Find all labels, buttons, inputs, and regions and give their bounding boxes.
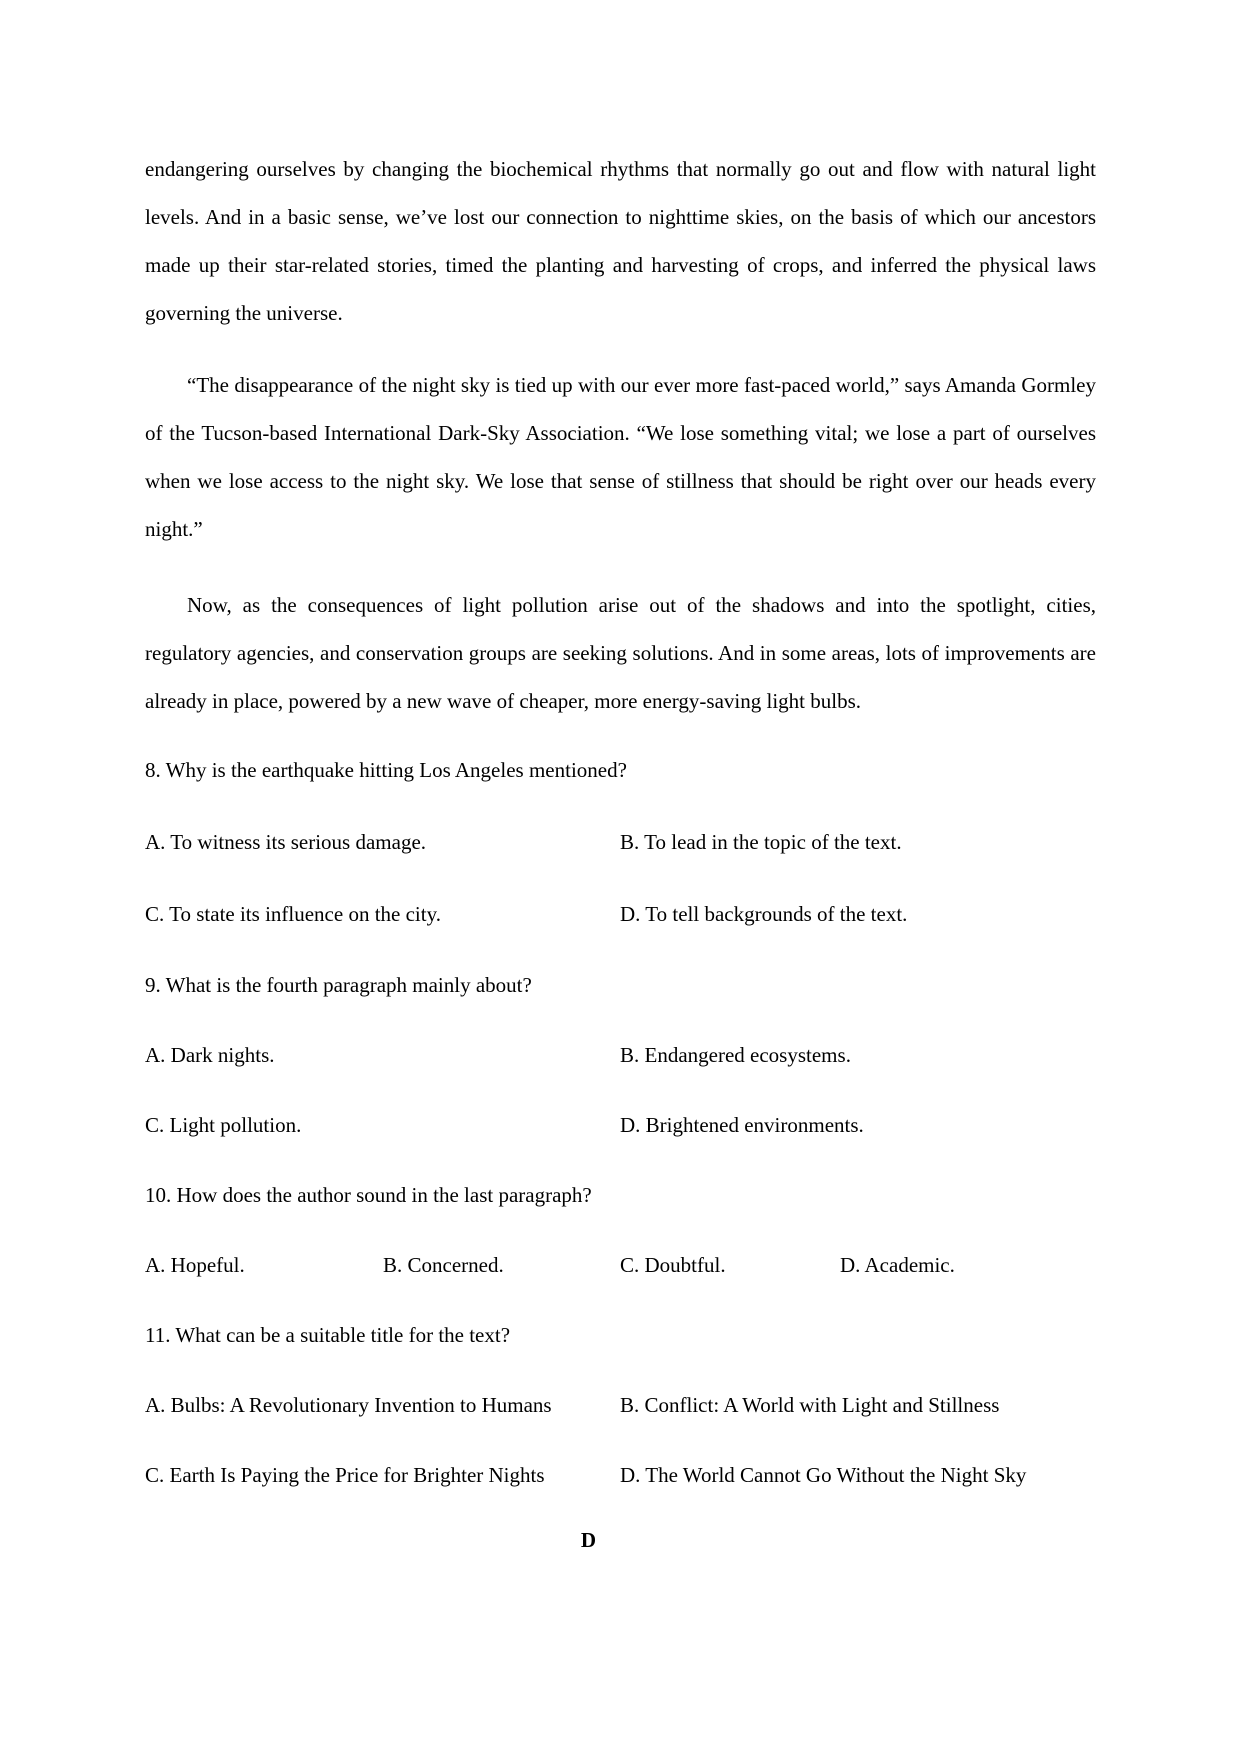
question-8-option-b: B. To lead in the topic of the text.	[620, 830, 902, 854]
section-label-d: D	[580, 1528, 597, 1552]
question-9-option-c: C. Light pollution.	[145, 1113, 302, 1137]
question-10-title: 10. How does the author sound in the last paragraph?	[145, 1183, 592, 1207]
question-9-options-row-1	[145, 1031, 1096, 1079]
question-8-option-a: A. To witness its serious damage.	[145, 830, 427, 854]
question-11-options-row-1	[145, 1381, 1096, 1429]
question-11-option-d: D. The World Cannot Go Without the Night Sky	[620, 1463, 1027, 1487]
question-8-option-d: D. To tell backgrounds of the text.	[620, 902, 908, 926]
question-11-title: 11. What can be a suitable title for the text?	[145, 1323, 511, 1347]
question-9-option-d: D. Brightened environments.	[620, 1113, 864, 1137]
question-10-option-a: A. Hopeful.	[145, 1253, 245, 1277]
passage-paragraph-2: “The disappearance of the night sky is tied up with our ever more fast-paced world,” says Amanda Gormley of the Tucson-based International Dark-Sky Association. “We lose something vital; we lose a part of ourselves when we lose access to the night sky. We lose that sense of stillness that should be right over our heads every night.”	[145, 373, 1096, 541]
question-9-title: 9. What is the fourth paragraph mainly about?	[145, 973, 532, 997]
question-10-option-c: C. Doubtful.	[620, 1253, 726, 1277]
question-11-options-row-2	[145, 1451, 1096, 1499]
passage-paragraph-1: endangering ourselves by changing the biochemical rhythms that normally go out and flow with natural light levels. And in a basic sense, we’ve lost our connection to nighttime skies, on the basis of which our ancestors made up their star-related stories, timed the planting and harvesting of crops, and inferred the physical laws governing the universe.	[145, 157, 1096, 325]
question-11-option-a: A. Bulbs: A Revolutionary Invention to Humans	[145, 1393, 552, 1417]
question-8-title: 8. Why is the earthquake hitting Los Angeles mentioned?	[145, 758, 627, 782]
question-9-option-b: B. Endangered ecosystems.	[620, 1043, 851, 1067]
passage-paragraph-3: Now, as the consequences of light pollution arise out of the shadows and into the spotlight, cities, regulatory agencies, and conservation groups are seeking solutions. And in some areas, lots of improvements are already in place, powered by a new wave of cheaper, more energy-saving light bulbs.	[145, 593, 1096, 713]
question-11-option-c: C. Earth Is Paying the Price for Brighter Nights	[145, 1463, 545, 1487]
question-9-option-a: A. Dark nights.	[145, 1043, 275, 1067]
question-10-option-d: D. Academic.	[840, 1253, 955, 1277]
question-8-option-c: C. To state its influence on the city.	[145, 902, 441, 926]
question-8-options-row-2	[145, 890, 1096, 938]
question-10-options-row	[145, 1241, 1096, 1289]
question-9-options-row-2	[145, 1101, 1096, 1149]
question-11-option-b: B. Conflict: A World with Light and Stillness	[620, 1393, 1000, 1417]
question-10-option-b: B. Concerned.	[383, 1253, 504, 1277]
question-8-options-row-1	[145, 818, 1096, 866]
